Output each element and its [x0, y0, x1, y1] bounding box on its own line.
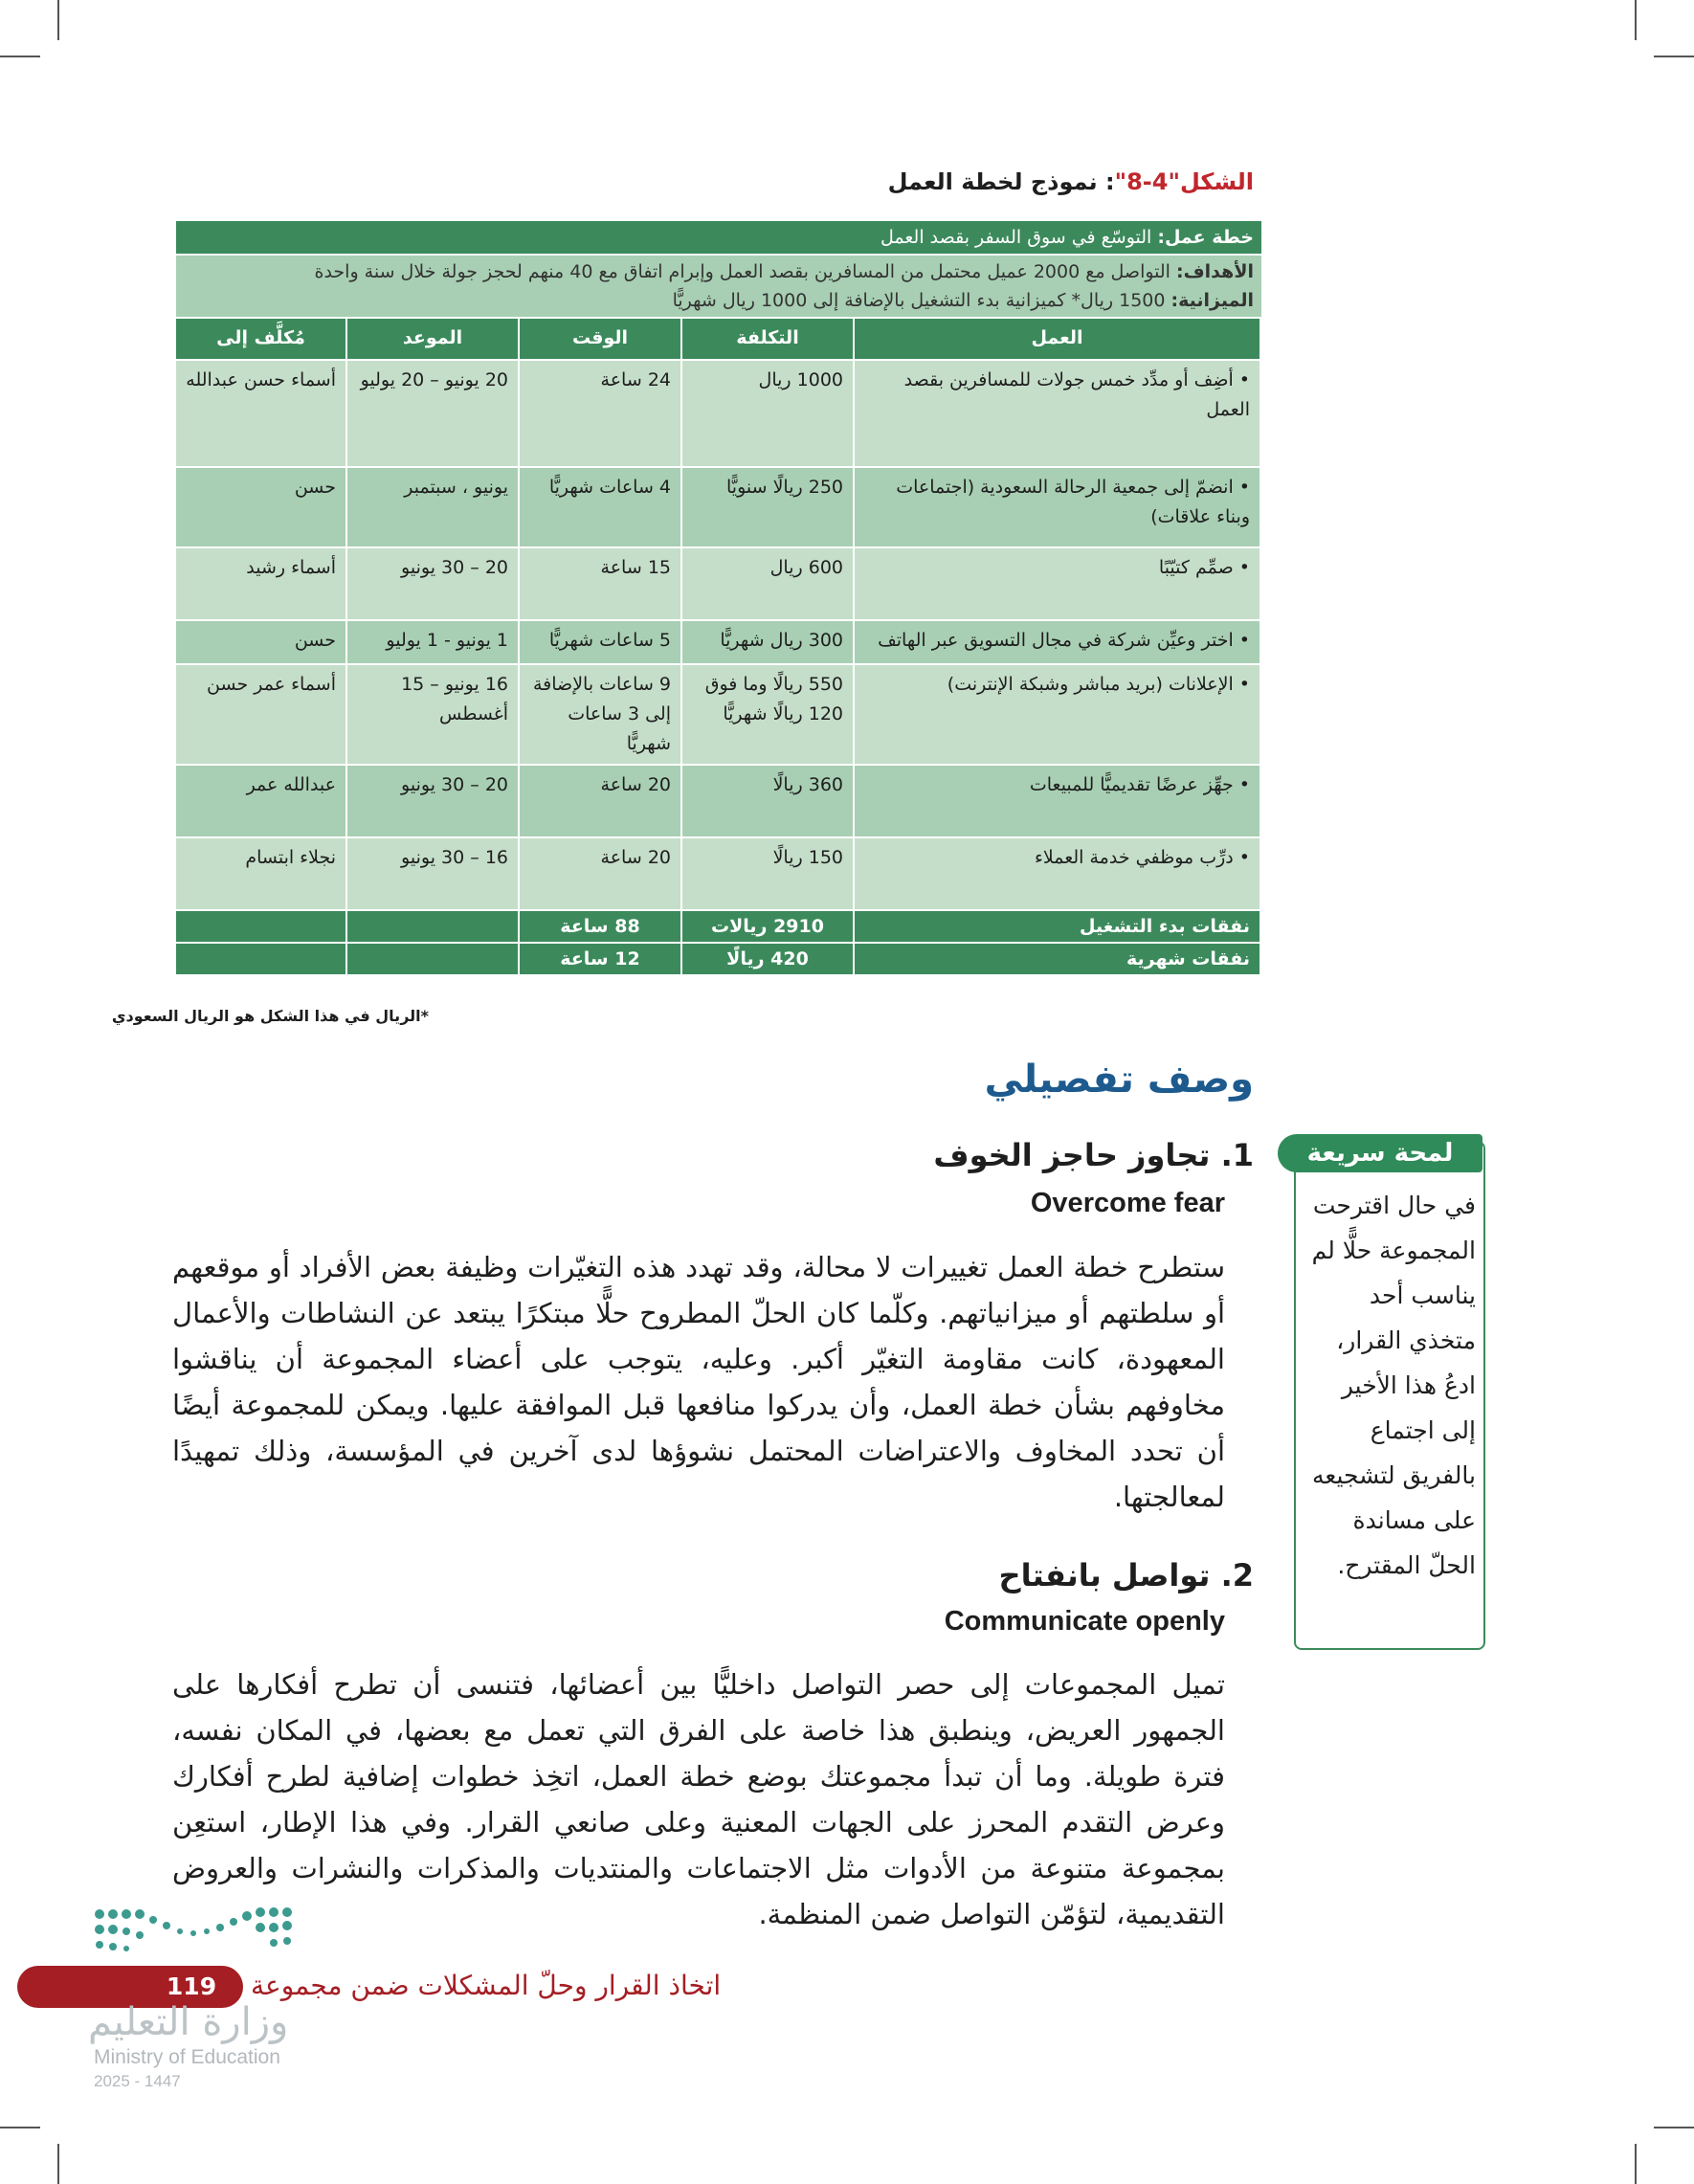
cell-cost: 600 ريال — [681, 547, 854, 620]
crop-mark — [57, 0, 59, 40]
cell-time: 9 ساعات بالإضافة إلى 3 ساعات شهريًّا — [519, 664, 681, 765]
cell-cost: 250 ريالًا سنويًّا — [681, 467, 854, 547]
cell-action: • أضِف أو مدِّد خمس جولات للمسافرين بقصد العمل — [854, 360, 1260, 467]
action-plan-table — [176, 221, 1261, 976]
crop-mark — [0, 56, 40, 57]
total-time: 12 ساعة — [519, 943, 681, 975]
cell-action: • انضمّ إلى جمعية الرحالة السعودية (اجتماعات وبناء علاقات) — [854, 467, 1260, 547]
total-row-startup — [175, 910, 1260, 943]
cell-action: • الإعلانات (بريد مباشر وشبكة الإنترنت) — [854, 664, 1260, 765]
ministry-name-en: Ministry of Education — [94, 2046, 280, 2068]
figure-label: الشكل"4-8" — [1114, 168, 1254, 195]
quick-tip-text: في حال اقترحت المجموعة حلًّا لم يناسب أحد متخذي القرار، ادعُ هذا الأخير إلى اجتماع بالفريق لتشجيعه على مساندة الحلّ المقترح. — [1311, 1192, 1476, 1579]
figure-title: : نموذج لخطة العمل — [887, 168, 1115, 195]
total-empty — [346, 943, 519, 975]
quick-tip-tag: لمحة سريعة — [1278, 1134, 1482, 1172]
header-time: الوقت — [519, 318, 681, 360]
plan-name-band — [176, 221, 1261, 254]
figure-caption — [392, 168, 1254, 195]
crop-mark — [0, 2127, 40, 2128]
section-1-body: ستطرح خطة العمل تغييرات لا محالة، وقد تهدد هذه التغيّرات وظيفة بعض الأفراد أو موقعهم أو سلطتهم أو ميزانياتهم. وكلّما كان الحلّ المطروح حلًّا مبتكرًا يبتعد عن النشاطات والأعمال المعهودة، كانت مقاومة التغيّر أكبر. وعليه، يتوجب على أعضاء المجموعة أن يناقشوا مخاوفهم بشأن خطة العمل، وأن يدركوا منافعها قبل الموافقة عليها. ويمكن للمجموعة أيضًا أن تحدد المخاوف والاعتراضات المحتمل نشوؤها لدى آخرين في المؤسسة، وذلك تمهيدًا لمعالجتها. — [172, 1251, 1225, 1513]
table-row — [175, 664, 1260, 765]
section-heading: وصف تفصيلي — [984, 1058, 1254, 1102]
budget-line — [184, 286, 1254, 315]
plan-label: خطة عمل: — [1157, 227, 1254, 248]
cell-cost: 360 ريالًا — [681, 765, 854, 837]
cell-cost: 300 ريال شهريًّا — [681, 620, 854, 664]
crop-mark — [1635, 2144, 1637, 2184]
total-time: 88 ساعة — [519, 910, 681, 943]
header-action: العمل — [854, 318, 1260, 360]
table-row — [175, 620, 1260, 664]
table-row — [175, 360, 1260, 467]
crop-mark — [57, 2144, 59, 2184]
ministry-logo-dots — [92, 1905, 312, 1972]
objectives-band — [176, 254, 1261, 317]
cell-assignee: نجلاء ابتسام — [175, 837, 346, 910]
header-date: الموعد — [346, 318, 519, 360]
cell-action: • درِّب موظفي خدمة العملاء — [854, 837, 1260, 910]
cell-date: 20 يونيو – 20 يوليو — [346, 360, 519, 467]
section-2-body: تميل المجموعات إلى حصر التواصل داخليًّا بين أعضائها، فتنسى أن تطرح أفكارها على الجمهور العريض، وينطبق هذا خاصة على الفرق التي تعمل مع بعضها، في المكان نفسه، فترة طويلة. وما أن تبدأ مجموعتك بوضع خطة العمل، اتخِذ خطوات إضافية لطرح أفكارك وعرض التقدم المحرز على الجهات المعنية وعلى صانعي القرار. وفي هذا الإطار، استعِن بمجموعة متنوعة من الأدوات مثل الاجتماعات والمنتديات والمذكرات والنشرات والعروض التقديمية، لتؤمّن التواصل ضمن المنظمة. — [172, 1668, 1225, 1930]
cell-date: 1 يونيو - 1 يوليو — [346, 620, 519, 664]
ministry-name-ar: وزارة التعليم — [88, 2000, 289, 2044]
cell-assignee: أسماء حسن عبدالله — [175, 360, 346, 467]
total-empty — [175, 910, 346, 943]
plan-table — [174, 317, 1261, 976]
cell-date: 20 – 30 يونيو — [346, 765, 519, 837]
total-empty — [346, 910, 519, 943]
crop-mark — [1654, 56, 1694, 57]
header-cost: التكلفة — [681, 318, 854, 360]
total-cost: 2910 ريالات — [681, 910, 854, 943]
table-footnote: *الريال في هذا الشكل هو الريال السعودي — [111, 1007, 429, 1025]
total-label: نفقات بدء التشغيل — [854, 910, 1260, 943]
section-2-title-en: Communicate openly — [944, 1606, 1225, 1637]
cell-time: 20 ساعة — [519, 837, 681, 910]
total-empty — [175, 943, 346, 975]
table-row — [175, 837, 1260, 910]
section-1-title: 1. تجاوز حاجز الخوف — [933, 1137, 1254, 1173]
table-row — [175, 765, 1260, 837]
header-assignee: مُكلَّف إلى — [175, 318, 346, 360]
cell-action: • جهِّز عرضًا تقديميًّا للمبيعات — [854, 765, 1260, 837]
cell-time: 24 ساعة — [519, 360, 681, 467]
budget-label: الميزانية: — [1170, 290, 1254, 311]
total-label: نفقات شهرية — [854, 943, 1260, 975]
section-2-title: 2. تواصل بانفتاح — [998, 1557, 1254, 1593]
cell-time: 20 ساعة — [519, 765, 681, 837]
objectives-label: الأهداف: — [1176, 261, 1254, 282]
edition-year: 2025 - 1447 — [94, 2072, 181, 2090]
total-row-monthly — [175, 943, 1260, 975]
cell-time: 15 ساعة — [519, 547, 681, 620]
budget-text: 1500 ريال* كميزانية بدء التشغيل بالإضافة إلى 1000 ريال شهريًّا — [672, 290, 1171, 311]
crop-mark — [1654, 2127, 1694, 2128]
page-number: 119 — [166, 1972, 217, 2000]
cell-cost: 1000 ريال — [681, 360, 854, 467]
cell-cost: 550 ريالًا وما فوق 120 ريالًا شهريًّا — [681, 664, 854, 765]
book-title: اتخاذ القرار وحلّ المشكلات ضمن مجموعة — [251, 1970, 722, 2001]
cell-action: • صمِّم كتيّبًا — [854, 547, 1260, 620]
cell-time: 4 ساعات شهريًّا — [519, 467, 681, 547]
table-row — [175, 547, 1260, 620]
cell-assignee: أسماء رشيد — [175, 547, 346, 620]
cell-assignee: أسماء عمر حسن — [175, 664, 346, 765]
cell-time: 5 ساعات شهريًّا — [519, 620, 681, 664]
section-1-title-en: Overcome fear — [1030, 1188, 1225, 1218]
cell-assignee: عبدالله عمر — [175, 765, 346, 837]
cell-cost: 150 ريالًا — [681, 837, 854, 910]
cell-assignee: حسن — [175, 620, 346, 664]
cell-date: 20 – 30 يونيو — [346, 547, 519, 620]
total-cost: 420 ريالًا — [681, 943, 854, 975]
objectives-line — [184, 257, 1254, 286]
cell-date: 16 يونيو – 15 أغسطس — [346, 664, 519, 765]
objectives-text: التواصل مع 2000 عميل محتمل من المسافرين بقصد العمل وإبرام اتفاق مع 40 منهم لحجز جولة خلال سنة واحدة — [314, 261, 1176, 282]
cell-date: يونيو ، سبتمبر — [346, 467, 519, 547]
crop-mark — [1635, 0, 1637, 40]
plan-name: التوسّع في سوق السفر بقصد العمل — [880, 227, 1158, 248]
cell-assignee: حسن — [175, 467, 346, 547]
cell-action: • اختر وعيِّن شركة في مجال التسويق عبر الهاتف — [854, 620, 1260, 664]
cell-date: 16 – 30 يونيو — [346, 837, 519, 910]
table-row — [175, 467, 1260, 547]
table-header-row — [175, 318, 1260, 360]
